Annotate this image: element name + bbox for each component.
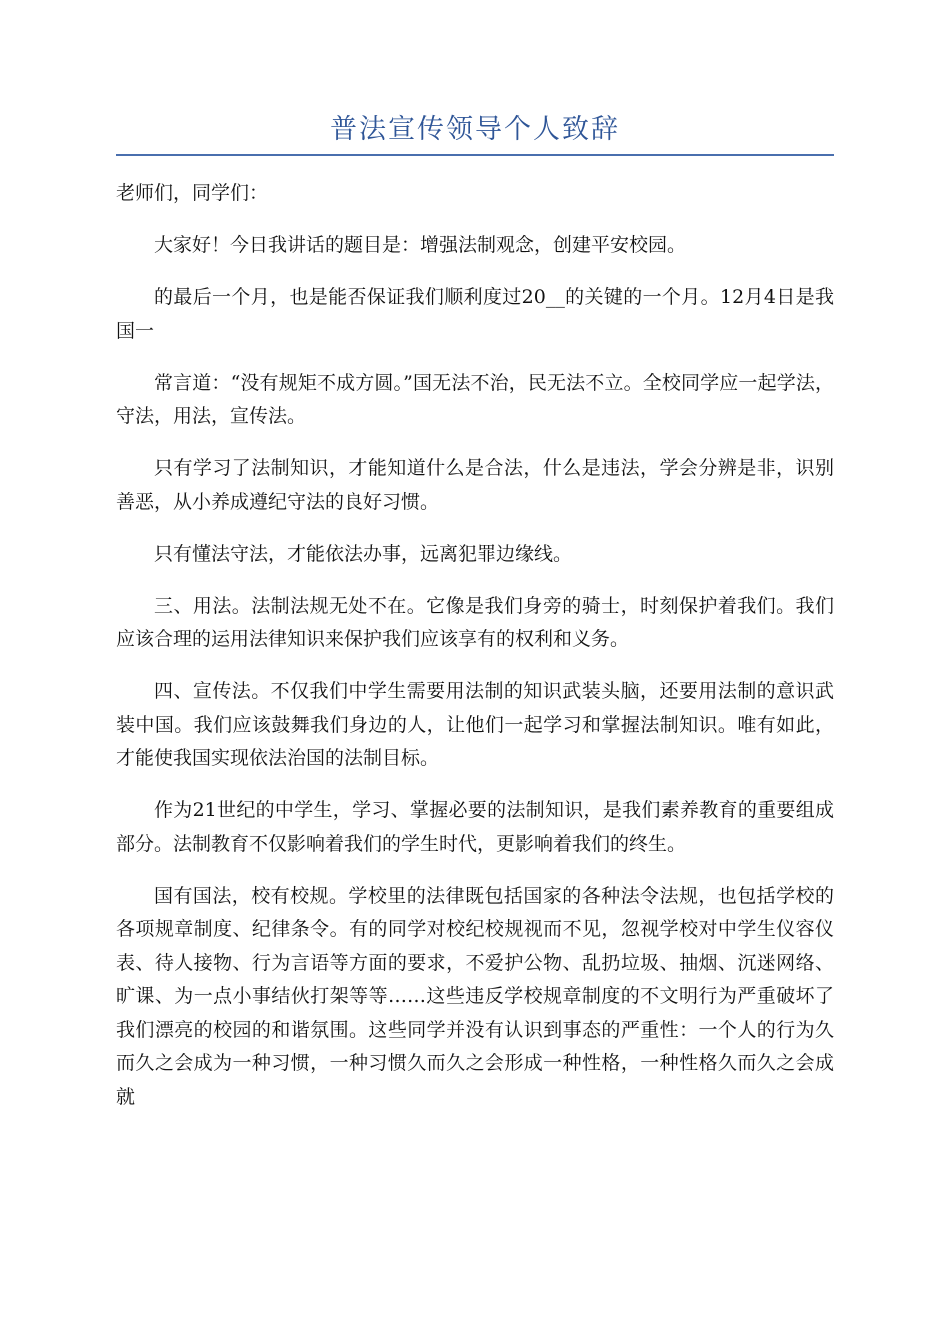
document-body — [116, 177, 834, 1133]
body-paragraph: 只有学习了法制知识，才能知道什么是合法，什么是违法，学会分辨是非，识别善恶，从小养成遵纪守法的良好习惯。 — [116, 457, 834, 513]
body-paragraph: 三、用法。法制法规无处不在。它像是我们身旁的骑士，时刻保护着我们。我们应该合理的运用法律知识来保护我们应该享有的权利和义务。 — [116, 594, 834, 650]
body-paragraph: 常言道：“没有规矩不成方圆。”国无法不治，民无法不立。全校同学应一起学法，守法，用法，宣传法。 — [116, 371, 834, 427]
body-paragraph: 作为21世纪的中学生，学习、掌握必要的法制知识，是我们素养教育的重要组成部分。法制教育不仅影响着我们的学生时代，更影响着我们的终生。 — [116, 799, 834, 855]
document-title: 普法宣传领导个人致辞 — [330, 114, 620, 145]
body-paragraph: 四、宣传法。不仅我们中学生需要用法制的知识武装头脑，还要用法制的意识武装中国。我们应该鼓舞我们身边的人，让他们一起学习和掌握法制知识。唯有如此，才能使我国实现依法治国的法制目标。 — [116, 680, 834, 769]
body-paragraph: 的最后一个月，也是能否保证我们顺利度过20__的关键的一个月。12月4日是我国一 — [116, 286, 834, 342]
body-paragraph: 大家好！今日我讲话的题目是：增强法制观念，创建平安校园。 — [154, 234, 687, 256]
salutation-paragraph: 老师们，同学们： — [116, 182, 269, 204]
body-paragraph: 国有国法，校有校规。学校里的法律既包括国家的各种法令法规，也包括学校的各项规章制度、纪律条令。有的同学对校纪校规视而不见，忽视学校对中学生仪容仪表、待人接物、行为言语等方面的要求，不爱护公物、乱扔垃圾、抽烟、沉迷网络、旷课、为一点小事结伙打架等等……这些违反学校规章制度的不文明行为严重破坏了我们漂亮的校园的和谐氛围。这些同学并没有认识到事态的严重性：一个人的行为久而久之会成为一种习惯，一种习惯久而久之会形成一种性格，一种性格久而久之会成就 — [116, 884, 834, 1108]
body-paragraph: 只有懂法守法，才能依法办事，远离犯罪边缘线。 — [154, 542, 573, 565]
title-underline — [116, 154, 834, 156]
